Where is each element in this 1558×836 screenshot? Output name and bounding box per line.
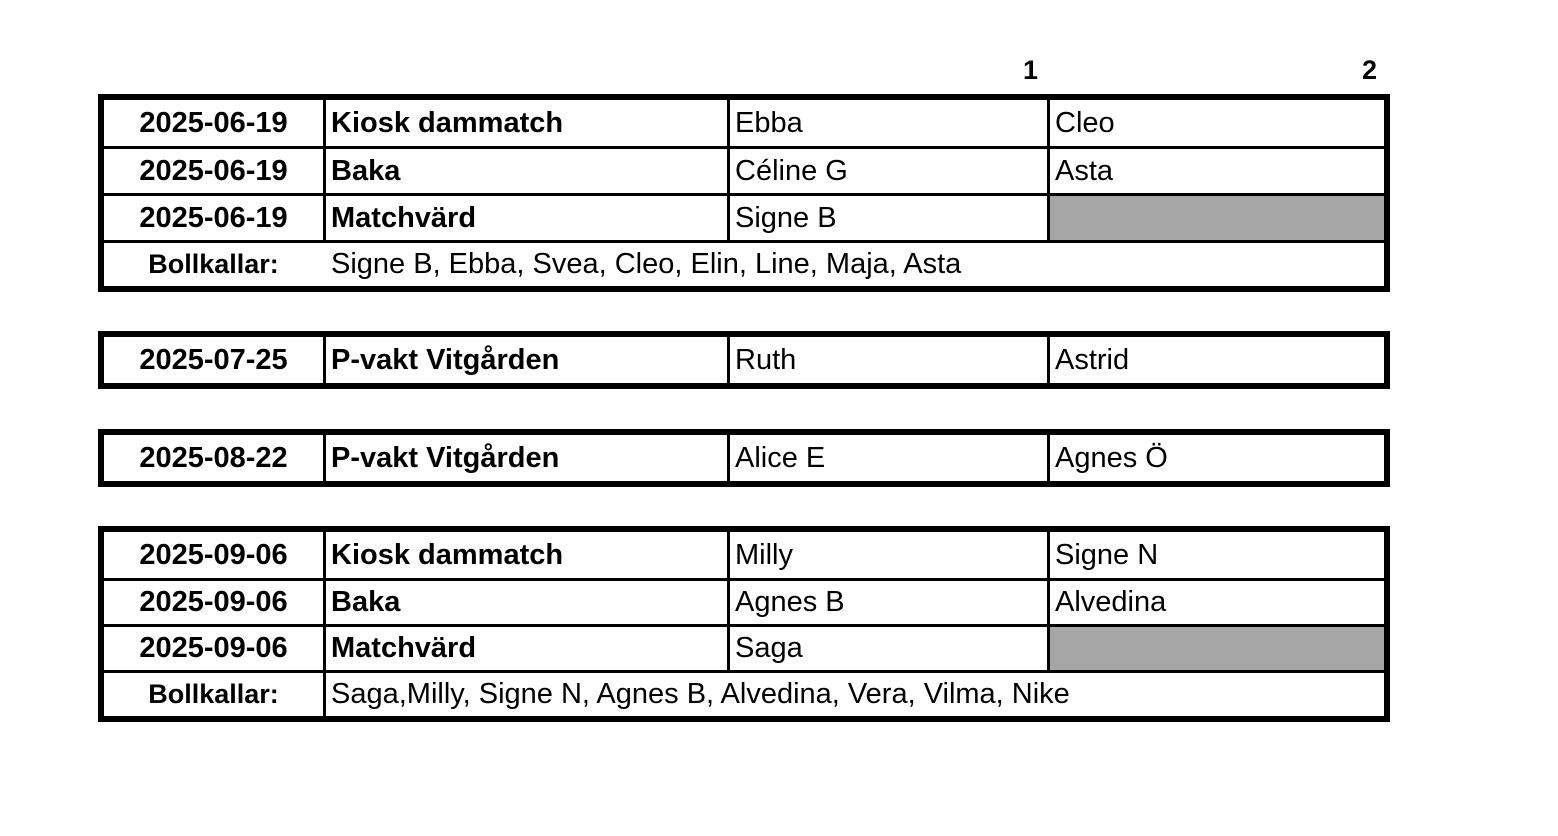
table-row (104, 337, 1384, 383)
person1-cell: Ebba (727, 100, 1047, 146)
person1-cell: Signe B (727, 196, 1047, 240)
column-header-2: 2 (1362, 55, 1378, 85)
task-cell: Baka (323, 581, 727, 624)
person1-cell: Ruth (727, 337, 1047, 383)
date-cell: 2025-09-06 (139, 632, 288, 664)
table-row (104, 578, 1384, 624)
schedule-block-2025-08-22 (98, 429, 1390, 487)
date-cell: 2025-06-19 (139, 201, 288, 234)
date-cell: 2025-09-06 (139, 586, 288, 618)
person1-cell: Agnes B (727, 581, 1047, 624)
task-cell: Baka (323, 149, 727, 193)
person1-cell: Saga (727, 627, 1047, 670)
task-cell: Kiosk dammatch (323, 532, 727, 578)
task-cell: Matchvärd (323, 196, 727, 240)
person2-cell: Signe N (1047, 532, 1384, 578)
task-cell: P-vakt Vitgården (323, 337, 727, 383)
table-row (104, 435, 1384, 481)
date-cell: 2025-09-06 (139, 538, 288, 571)
person1-cell: Céline G (727, 149, 1047, 193)
ballkids-names: Saga,Milly, Signe N, Agnes B, Alvedina, Vera, Vilma, Nike (323, 673, 1384, 716)
schedule-block-2025-07-25 (98, 331, 1390, 389)
person2-cell: Agnes Ö (1047, 435, 1384, 481)
ballkids-row (104, 240, 1384, 286)
table-row (104, 100, 1384, 146)
ballkids-label: Bollkallar: (148, 249, 279, 279)
empty-cell (1047, 627, 1384, 670)
date-cell: 2025-06-19 (139, 106, 288, 139)
table-row (104, 193, 1384, 240)
person2-cell: Alvedina (1047, 581, 1384, 624)
column-header-1: 1 (1023, 55, 1039, 85)
ballkids-label: Bollkallar: (148, 679, 279, 709)
table-row (104, 624, 1384, 670)
date-cell: 2025-07-25 (139, 343, 288, 376)
date-cell: 2025-08-22 (139, 441, 288, 474)
person2-cell: Cleo (1047, 100, 1384, 146)
empty-cell (1047, 196, 1384, 240)
task-cell: P-vakt Vitgården (323, 435, 727, 481)
task-cell: Matchvärd (323, 627, 727, 670)
person1-cell: Alice E (727, 435, 1047, 481)
ballkids-row (104, 670, 1384, 716)
task-cell: Kiosk dammatch (323, 100, 727, 146)
date-cell: 2025-06-19 (139, 154, 288, 187)
schedule-block-2025-06-19 (98, 94, 1390, 292)
person2-cell: Asta (1047, 149, 1384, 193)
person1-cell: Milly (727, 532, 1047, 578)
ballkids-names: Signe B, Ebba, Svea, Cleo, Elin, Line, Maja, Asta (331, 248, 962, 280)
person2-cell: Astrid (1047, 337, 1384, 383)
schedule-block-2025-09-06 (98, 526, 1390, 722)
table-row (104, 146, 1384, 193)
table-row (104, 532, 1384, 578)
